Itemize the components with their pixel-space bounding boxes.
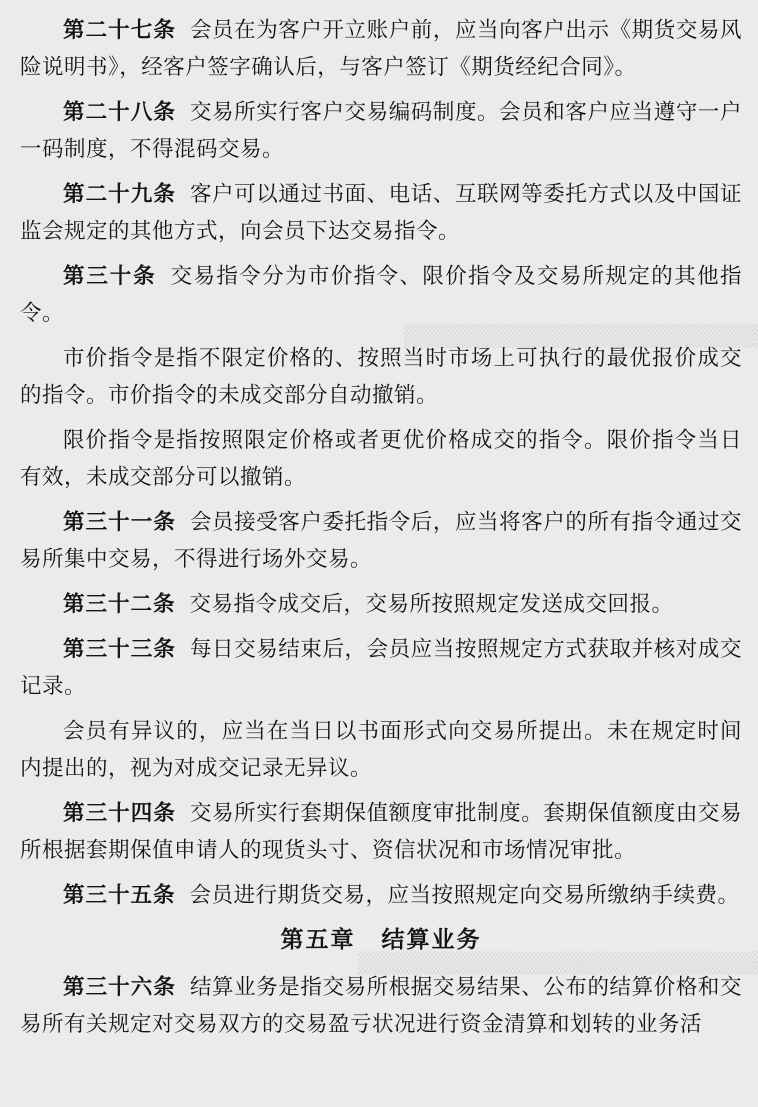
article-number: 第二十八条: [63, 100, 176, 125]
article-text: 交易指令成交后，交易所按照规定发送成交回报。: [189, 592, 674, 617]
article-number: 第三十一条: [63, 510, 176, 535]
article-number: 第三十四条: [63, 801, 176, 826]
chapter-number: 第五章: [280, 927, 356, 953]
article-33: [20, 631, 742, 705]
article-text: 客户可以通过书面、电话、互联网等委托方式以及中国证监会规定的其他方式，向会员下达交易指令。: [20, 182, 742, 244]
article-text: 交易所实行套期保值额度审批制度。套期保值额度由交易所根据套期保值申请人的现货头寸、资信状况和市场情况审批。: [20, 801, 742, 863]
article-27: [20, 12, 742, 86]
article-31: [20, 504, 742, 578]
article-text: 结算业务是指交易所根据交易结果、公布的结算价格和交易所有关规定对交易双方的交易盈亏状况进行资金清算和划转的业务活: [20, 975, 742, 1037]
article-28: [20, 94, 742, 168]
article-30: [20, 258, 742, 332]
show-through-text: ▒▒▒▒▒▒▒▒▒▒▒▒▒▒▒▒▒▒▒▒▒▒▒: [404, 324, 758, 348]
article-text: 会员接受客户委托指令后，应当将客户的所有指令通过交易所集中交易，不得进行场外交易。: [20, 510, 742, 572]
article-32: [20, 586, 742, 623]
article-text: 会员进行期货交易，应当按照规定向交易所缴纳手续费。: [189, 883, 740, 908]
article-number: 第三十二条: [63, 592, 176, 617]
paragraph-text: 会员有异议的，应当在当日以书面形式向交易所提出。未在规定时间内提出的，视为对成交记录无异议。: [20, 719, 742, 781]
article-number: 第三十三条: [63, 637, 176, 662]
article-number: 第三十条: [63, 264, 157, 289]
chapter-heading: [20, 922, 742, 959]
article-29: [20, 176, 742, 250]
article-number: 第三十五条: [63, 883, 176, 908]
objection-paragraph: [20, 713, 742, 787]
paragraph-text: 市价指令是指不限定价格的、按照当时市场上可执行的最优报价成交的指令。市价指令的未成交部分自动撤销。: [20, 346, 742, 408]
article-text: 交易所实行客户交易编码制度。会员和客户应当遵守一户一码制度，不得混码交易。: [20, 100, 742, 162]
limit-order-paragraph: [20, 422, 742, 496]
article-number: 第二十九条: [63, 182, 176, 207]
article-text: 每日交易结束后，会员应当按照规定方式获取并核对成交记录。: [20, 637, 742, 699]
market-order-paragraph: [20, 340, 742, 414]
article-number: 第三十六条: [63, 975, 176, 1000]
article-text: 会员在为客户开立账户前，应当向客户出示《期货交易风险说明书》，经客户签字确认后，与客户签订《期货经纪合同》。: [20, 18, 742, 80]
article-36: [20, 969, 742, 1043]
article-35: [20, 877, 742, 914]
paragraph-text: 限价指令是指按照限定价格或者更优价格成交的指令。限价指令当日有效，未成交部分可以撤销。: [20, 428, 742, 490]
article-number: 第二十七条: [63, 18, 176, 43]
article-34: [20, 795, 742, 869]
article-text: 交易指令分为市价指令、限价指令及交易所规定的其他指令。: [20, 264, 742, 326]
show-through-text: ▒▒▒▒▒▒▒▒▒▒▒▒▒▒▒▒▒▒▒▒▒▒▒▒▒▒: [358, 951, 758, 975]
chapter-title: 结算业务: [381, 927, 482, 953]
